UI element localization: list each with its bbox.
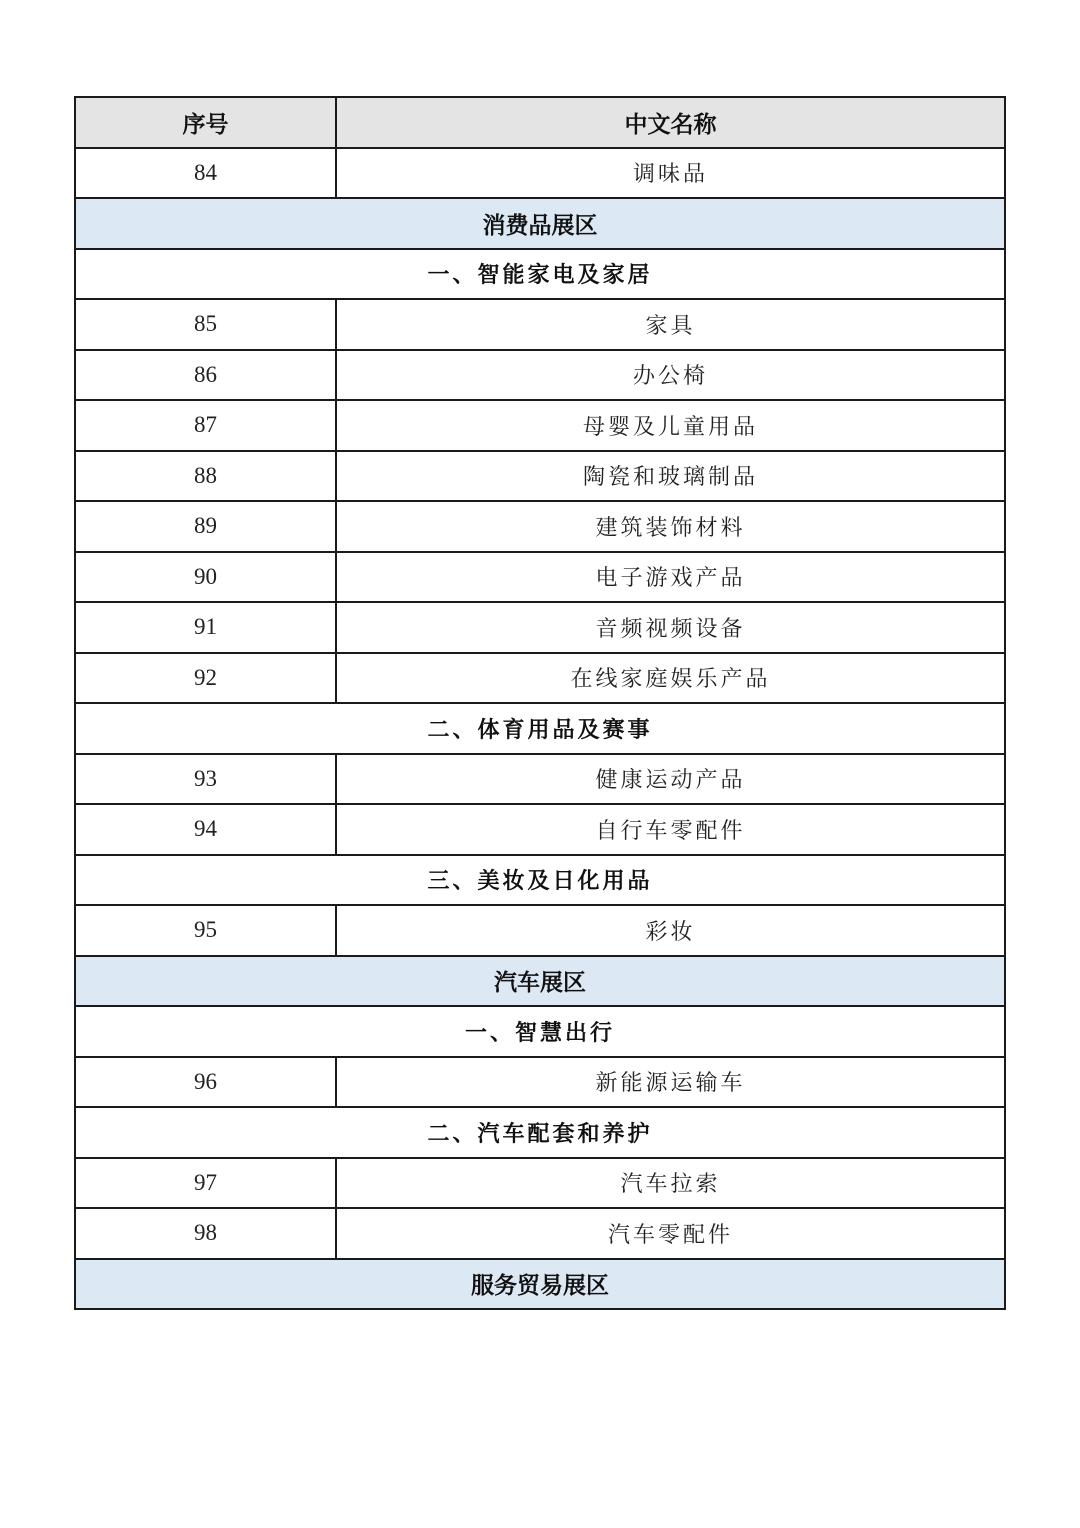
- item-number: 97: [75, 1158, 336, 1209]
- item-number: 89: [75, 501, 336, 552]
- item-number: 94: [75, 804, 336, 855]
- zone-header-row: [75, 956, 1005, 1007]
- section-header-row: [75, 249, 1005, 300]
- zone-header-row: [75, 1259, 1005, 1310]
- table-row: [75, 1158, 1005, 1209]
- section-header-row: [75, 1107, 1005, 1158]
- item-name: 自行车零配件: [336, 804, 1005, 855]
- item-name: 陶瓷和玻璃制品: [336, 451, 1005, 502]
- item-number: 90: [75, 552, 336, 603]
- table-row: [75, 602, 1005, 653]
- item-number: 92: [75, 653, 336, 704]
- item-name: 家具: [336, 299, 1005, 350]
- item-name: 母婴及儿童用品: [336, 400, 1005, 451]
- section-title: 一、智慧出行: [75, 1006, 1005, 1057]
- item-name: 新能源运输车: [336, 1057, 1005, 1108]
- item-number: 88: [75, 451, 336, 502]
- item-number: 87: [75, 400, 336, 451]
- item-name: 彩妆: [336, 905, 1005, 956]
- table-row: [75, 501, 1005, 552]
- item-name: 在线家庭娱乐产品: [336, 653, 1005, 704]
- item-name: 汽车拉索: [336, 1158, 1005, 1209]
- table-row: [75, 400, 1005, 451]
- item-name: 音频视频设备: [336, 602, 1005, 653]
- item-name: 办公椅: [336, 350, 1005, 401]
- item-number: 93: [75, 754, 336, 805]
- zone-header-row: [75, 198, 1005, 249]
- table-row: [75, 905, 1005, 956]
- table-row: [75, 1208, 1005, 1259]
- item-number: 84: [75, 148, 336, 199]
- item-name: 健康运动产品: [336, 754, 1005, 805]
- table-row: [75, 299, 1005, 350]
- table-row: [75, 451, 1005, 502]
- item-number: 96: [75, 1057, 336, 1108]
- table-row: [75, 552, 1005, 603]
- item-number: 95: [75, 905, 336, 956]
- table-row: [75, 148, 1005, 199]
- section-title: 二、汽车配套和养护: [75, 1107, 1005, 1158]
- section-title: 三、美妆及日化用品: [75, 855, 1005, 906]
- item-number: 91: [75, 602, 336, 653]
- column-header-name: 中文名称: [336, 97, 1005, 148]
- column-header-number: 序号: [75, 97, 336, 148]
- section-header-row: [75, 703, 1005, 754]
- table-row: [75, 804, 1005, 855]
- table-row: [75, 350, 1005, 401]
- item-number: 85: [75, 299, 336, 350]
- table-row: [75, 1057, 1005, 1108]
- table-body: [75, 148, 1005, 1310]
- item-name: 电子游戏产品: [336, 552, 1005, 603]
- item-number: 98: [75, 1208, 336, 1259]
- item-name: 调味品: [336, 148, 1005, 199]
- section-header-row: [75, 855, 1005, 906]
- zone-title: 消费品展区: [75, 198, 1005, 249]
- catalog-table: [74, 96, 1006, 1310]
- zone-title: 汽车展区: [75, 956, 1005, 1007]
- item-number: 86: [75, 350, 336, 401]
- table-row: [75, 754, 1005, 805]
- item-name: 建筑装饰材料: [336, 501, 1005, 552]
- section-title: 二、体育用品及赛事: [75, 703, 1005, 754]
- table-header-row: [75, 97, 1005, 148]
- item-name: 汽车零配件: [336, 1208, 1005, 1259]
- table-row: [75, 653, 1005, 704]
- section-title: 一、智能家电及家居: [75, 249, 1005, 300]
- section-header-row: [75, 1006, 1005, 1057]
- zone-title: 服务贸易展区: [75, 1259, 1005, 1310]
